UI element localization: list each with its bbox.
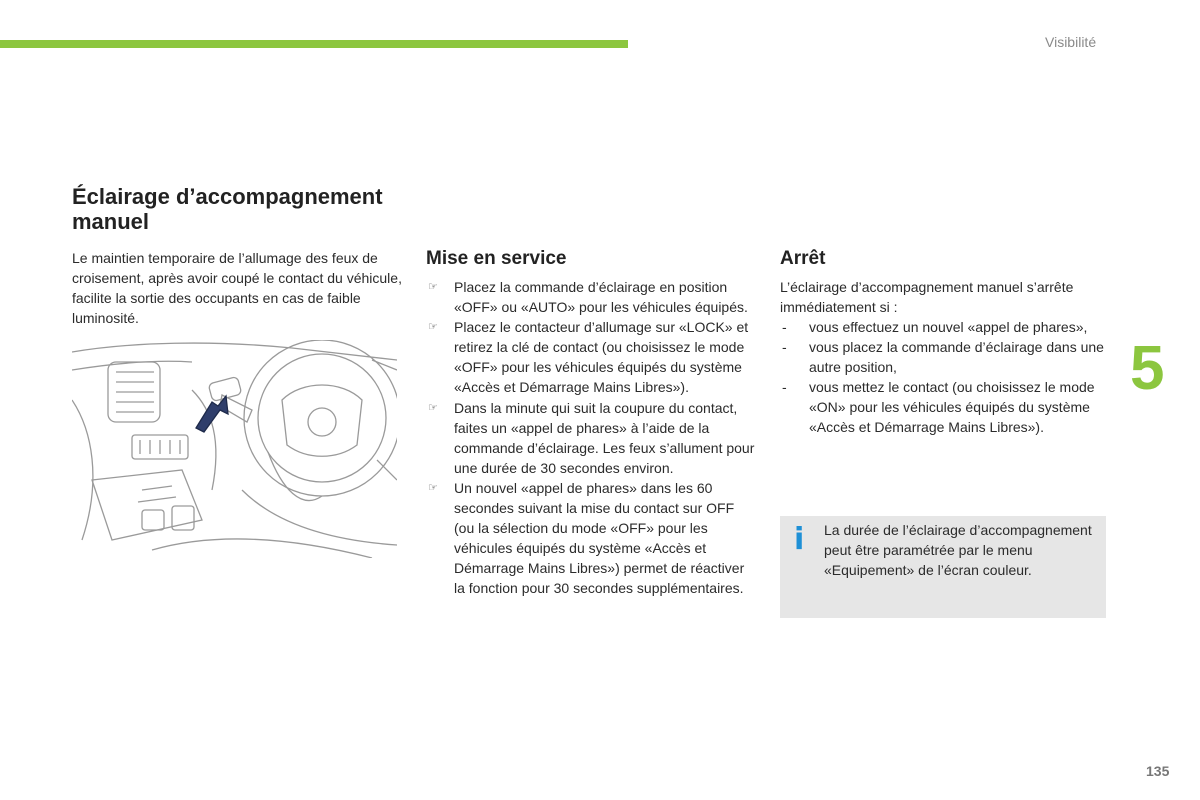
intro-paragraph: Le maintien temporaire de l’allumage des feux de croisement, après avoir coupé le contact du véhicule, facilite la sortie des occupants en cas de faible luminosité. <box>72 250 402 326</box>
mise-en-service-heading: Mise en service <box>426 248 567 269</box>
info-text: La durée de l’éclairage d’accompagnement peut être paramétrée par le menu «Equipement» de l’écran couleur. <box>824 522 1092 578</box>
mise-en-service-steps <box>426 277 756 599</box>
arret-conditions <box>780 317 1110 438</box>
list-item <box>426 398 756 478</box>
condition-text: vous mettez le contact (ou choisissez le mode «ON» pour les véhicules équipés du système «Accès et Démarrage Mains Libres»). <box>809 379 1095 436</box>
arret-heading: Arrêt <box>780 248 826 269</box>
header-accent-bar <box>0 40 628 48</box>
hand-pointer-icon: ☞ <box>428 401 438 414</box>
info-icon: i <box>794 522 805 557</box>
hand-pointer-icon: ☞ <box>428 481 438 494</box>
dashboard-illustration <box>72 340 397 558</box>
arret-intro: L’éclairage d’accompagnement manuel s’arrête immédiatement si : <box>780 279 1074 316</box>
step-text: Dans la minute qui suit la coupure du contact, faites un «appel de phares» à l’aide de la commande d’éclairage. Les feux s’allument pour une durée de 30 secondes environ. <box>454 399 755 476</box>
page-number: 135 <box>1146 763 1170 779</box>
list-item: - vous mettez le contact (ou choisissez le mode «ON» pour les véhicules équipés du système «Accès et Démarrage Mains Libres»). <box>782 379 1095 436</box>
step-text: Un nouvel «appel de phares» dans les 60 secondes suivant la mise du contact sur OFF (ou la sélection du mode «OFF» pour les véhicules équipés du système «Accès et Démarrage Mains Libres») permet de réactiver la fonction pour 30 secondes supplémentaires. <box>454 479 745 597</box>
section-name: Visibilité <box>1045 34 1097 50</box>
hand-pointer-icon: ☞ <box>428 281 438 293</box>
list-item <box>426 277 756 317</box>
list-item: - vous placez la commande d’éclairage dans une autre position, <box>782 339 1104 376</box>
step-text: Placez la commande d’éclairage en position «OFF» ou «AUTO» pour les véhicules équipés. <box>454 279 748 316</box>
hand-pointer-icon: ☞ <box>428 321 438 334</box>
page-title: Éclairage d’accompagnement manuel <box>72 184 383 234</box>
chapter-number: 5 <box>1130 334 1165 403</box>
list-item <box>426 478 756 599</box>
list-item: - vous effectuez un nouvel «appel de phares», <box>782 319 1088 335</box>
step-text: Placez le contacteur d’allumage sur «LOCK» et retirez la clé de contact (ou choisissez le mode «OFF» pour les véhicules équipés du système «Accès et Démarrage Mains Libres»). <box>454 319 749 396</box>
condition-text: vous effectuez un nouvel «appel de phares», <box>809 319 1088 335</box>
condition-text: vous placez la commande d’éclairage dans une autre position, <box>809 339 1104 376</box>
info-box <box>780 516 1106 618</box>
list-item <box>426 317 756 397</box>
